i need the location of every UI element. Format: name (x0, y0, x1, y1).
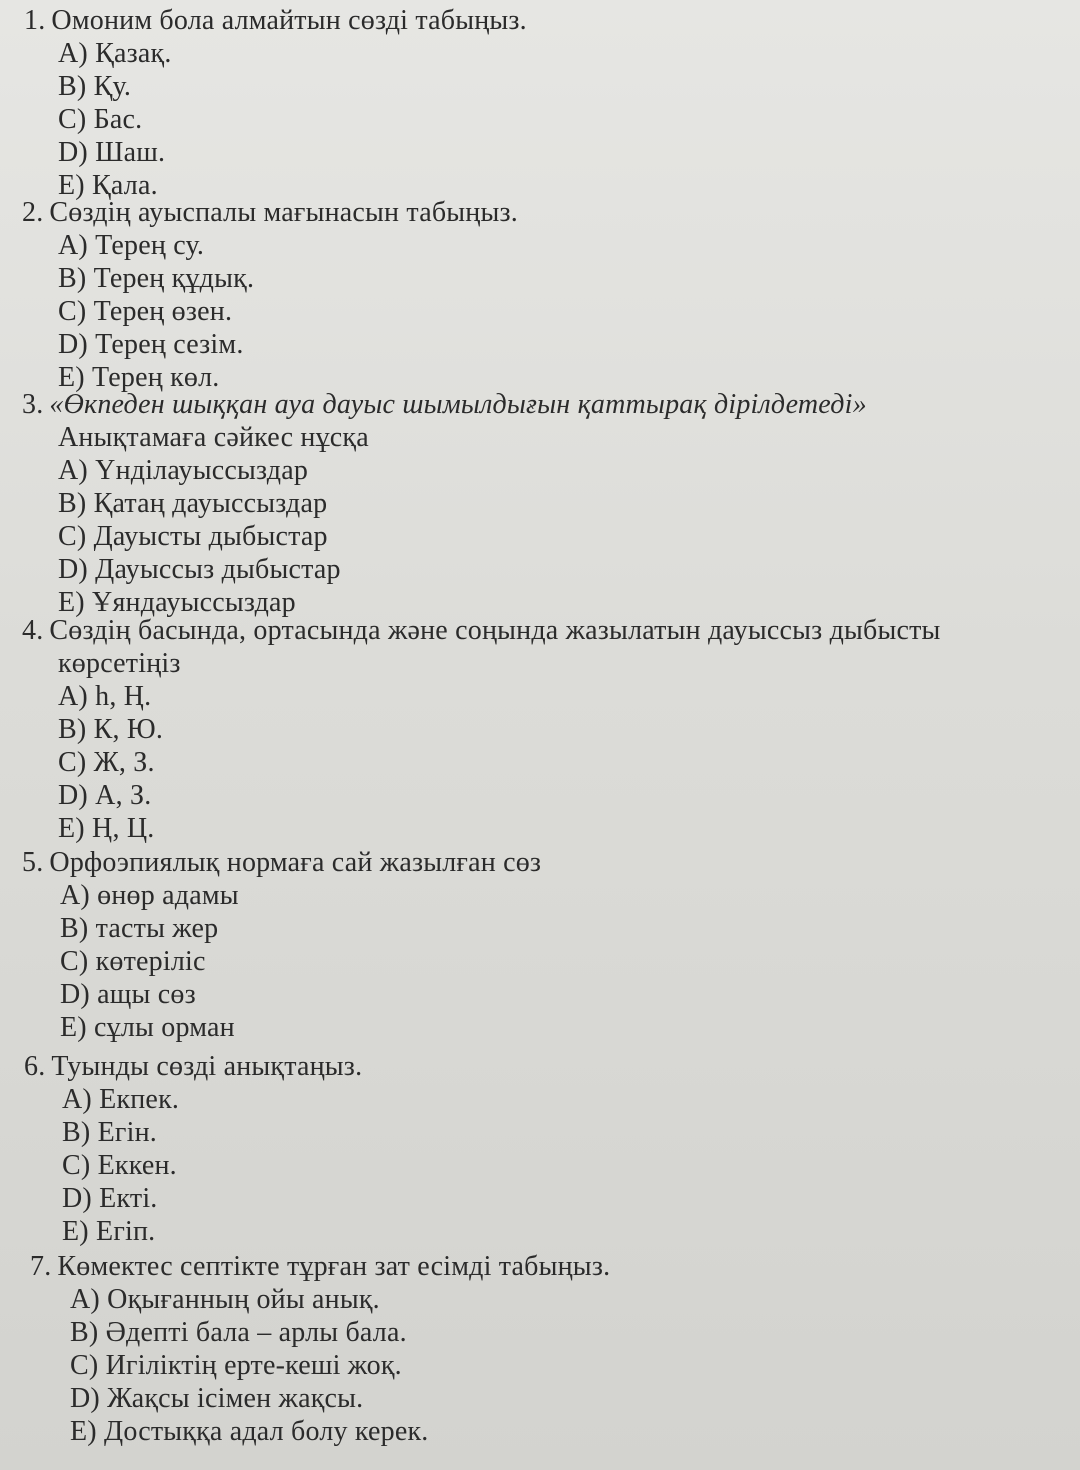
question-5 (22, 846, 541, 1044)
option-a: A) Үнділауыссыздар (58, 455, 309, 486)
options-list (22, 879, 541, 1044)
option-a: A) Қазақ. (58, 38, 172, 69)
option-c: C) көтеріліс (60, 946, 206, 977)
question-6-title (24, 1050, 362, 1083)
question-number: 3. (22, 389, 44, 420)
options-list (22, 229, 518, 394)
option-c: C) Бас. (58, 104, 143, 135)
option-e: E) Ұяндауыссыздар (58, 587, 296, 618)
question-5-title (22, 846, 541, 879)
question-number: 1. (24, 5, 46, 36)
option-e: E) Достыққа адал болу керек. (70, 1416, 429, 1447)
option-b: B) Әдепті бала – арлы бала. (70, 1317, 407, 1348)
question-text: «Өкпеден шыққан ауа дауыс шымылдығын қаттырақ дірілдетеді» (49, 389, 867, 420)
question-2 (22, 196, 518, 394)
question-7 (30, 1250, 610, 1448)
option-a: A) h, Ң. (58, 681, 152, 712)
question-3-title (22, 388, 867, 421)
options-list (30, 1283, 610, 1448)
option-c: C) Ж, З. (58, 747, 155, 778)
options-list (22, 454, 867, 619)
question-number: 2. (22, 197, 44, 228)
options-list (24, 1083, 362, 1248)
question-text: Сөздің басында, ортасында және соңында жазылатын дауыссыз дыбысты (49, 615, 941, 646)
question-1 (24, 4, 527, 202)
question-4 (22, 614, 941, 845)
option-b: B) Қу. (58, 71, 132, 102)
options-list (22, 680, 941, 845)
question-2-title (22, 196, 518, 229)
option-d: D) Терең сезім. (58, 329, 244, 360)
option-c: C) Дауысты дыбыстар (58, 521, 328, 552)
question-3 (22, 388, 867, 619)
option-d: D) Екті. (62, 1183, 158, 1214)
option-d: D) ащы сөз (60, 979, 196, 1010)
option-e: E) Қала. (58, 170, 158, 201)
option-c: C) Еккен. (62, 1150, 177, 1181)
option-a: A) Терең су. (58, 230, 205, 261)
question-text: Сөздің ауыспалы мағынасын табыңыз. (49, 197, 518, 228)
question-number: 6. (24, 1051, 46, 1082)
option-a: A) өнөр адамы (60, 880, 239, 911)
option-c: C) Игіліктің ерте-кеші жоқ. (70, 1350, 402, 1381)
option-c: C) Терең өзен. (58, 296, 233, 327)
option-b: B) Егін. (62, 1117, 157, 1148)
question-subtext: Анықтамаға сәйкес нұсқа (58, 422, 369, 453)
option-d: D) А, З. (58, 780, 152, 811)
option-a: A) Оқығанның ойы анық. (70, 1284, 380, 1315)
question-1-title (24, 4, 527, 37)
option-e: E) Егіп. (62, 1216, 156, 1247)
question-text: Омоним бола алмайтын сөзді табыңыз. (51, 5, 527, 36)
question-number: 7. (30, 1251, 52, 1282)
option-e: E) сұлы орман (60, 1012, 235, 1043)
question-text: Көмектес септікте тұрған зат есімді табыңыз. (57, 1251, 611, 1282)
question-number: 4. (22, 615, 44, 646)
question-text: Туынды сөзді анықтаңыз. (51, 1051, 363, 1082)
question-4-title (22, 614, 941, 647)
question-text: Орфоэпиялық нормаға сай жазылған сөз (49, 847, 542, 878)
option-d: D) Шаш. (58, 137, 166, 168)
option-e: E) Ң, Ц. (58, 813, 155, 844)
option-d: D) Дауыссыз дыбыстар (58, 554, 341, 585)
options-list (24, 37, 527, 202)
option-e: E) Терең көл. (58, 362, 220, 393)
option-d: D) Жақсы ісімен жақсы. (70, 1383, 364, 1414)
option-a: A) Екпек. (62, 1084, 180, 1115)
option-b: B) Қатаң дауыссыздар (58, 488, 328, 519)
option-b: B) К, Ю. (58, 714, 164, 745)
question-6 (24, 1050, 362, 1248)
question-7-title (30, 1250, 610, 1283)
question-number: 5. (22, 847, 44, 878)
option-b: B) тасты жер (60, 913, 219, 944)
question-subtext: көрсетіңіз (58, 648, 181, 679)
option-b: B) Терең құдық. (58, 263, 255, 294)
